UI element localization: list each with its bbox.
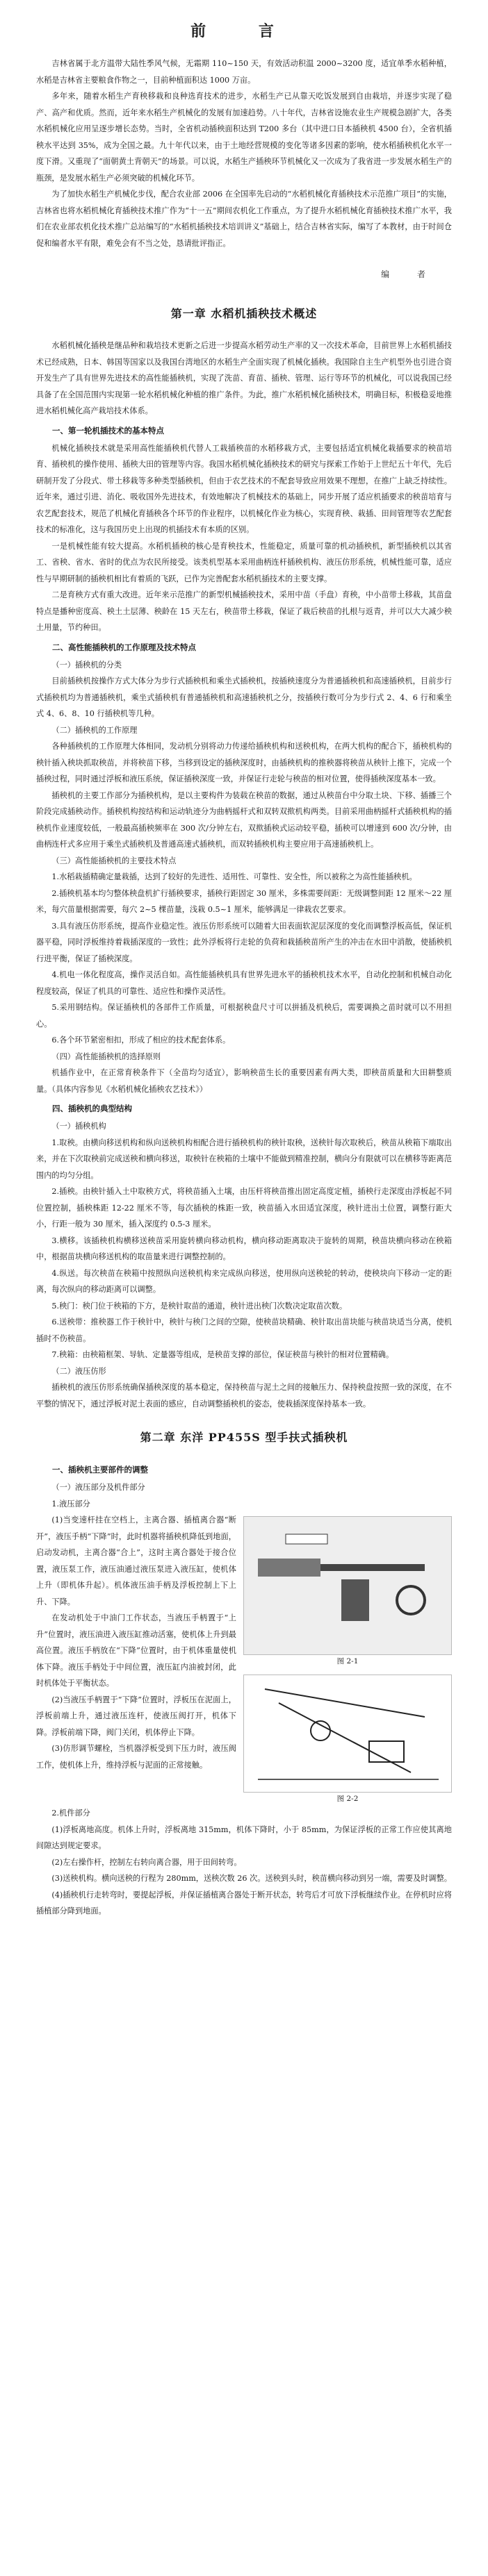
section-paragraph: 2.机件部分	[51, 1809, 90, 1818]
section-paragraph: 3.具有液压仿形系统，提高作业稳定性。液压仿形系统可以随着大田表面软泥层深度的变化而调整浮板高低，保证机器平稳，同时浮板维持着栽插深度的一致性；此外浮板将行走轮的负荷和栽插秧苗所产生的冲击在水田中消散，使插秧机行进平衡，保证了插秧深度。	[36, 921, 452, 963]
section-paragraph: 4.纵送。每次秧苗在秧箱中按照纵向送秧机构来完成纵向移送，使用纵向送秧轮的转动，使秧块向下移动一定的距离，每次纵向的移动距离可以调整。	[36, 1268, 452, 1294]
section-paragraph: (3)仿形调节螺栓，当机器浮板受到下压力时，液压阀工作，使机体上升，维持浮板与泥面的正常接触。	[36, 1744, 236, 1770]
section-paragraph: 机插作业中，在正常育秧条件下（全苗均匀适宜），影响秧苗生长的重要因素有两大类，即秧苗质量和大田耕整质量。（具体内容参见《水稻机械化插秧农艺技术》）	[36, 1068, 452, 1094]
section-paragraph: 插秧机的主要工作部分为插秧机构，是以主要构件为装载在秧苗的数据，通过从秧苗台中分取土块、下移、插播三个阶段完成插秧动作。插秧机构按结构和运动轨迹分为曲柄摇杆式和双转双揿机构两类。目前采用曲柄摇杆式插秧机构的插秧机作业速度较低，一般最高插秧频率在 300 次/分钟左右，双揿插秧式运动较平稳，插秧可以增速到 600 次/分钟，由曲柄连杆式多应用于乘坐式插秧机及普通高速式插秧机，而双转插秧机构主要应用于高速插秧机上。	[36, 790, 452, 849]
section-paragraph: 一是机械性能有较大提高。水稻机插秧的核心是育秧技术，性能稳定，质量可靠的机动插秧机，新型插秧机以其省工、省秧、省水、省时的优点为农民所接受。该类机型基本采用曲柄连杆插秧机构、液压仿形系统，机械性能可靠，适应性与早期研制的插秧机相比有着质的飞跃，已作为完善配套水稻机插技术的主要支撑。	[36, 541, 452, 583]
section-paragraph: 二是育秧方式有重大改进。近年来示范推广的新型机械插秧技术，采用中苗（手盘）育秧，中小苗带土移栽，其苗盘特点是播种密度高、秧土土层薄、秧龄在 15 天左右，秧苗带土移栽，保证了栽后秧苗的扎根与返青，并可以大大减少秧土用量，节约种田。	[36, 590, 452, 632]
preface-paragraph: 吉林省属于北方温带大陆性季风气候，无霜期 110~150 天，有效活动积温 2000~3200 度，适宜单季水稻种植，水稻是吉林省主要粮食作物之一，目前种植面积达 1000 万亩。	[36, 59, 452, 85]
section-paragraph: (1)当变速杆挂在空档上，主离合器、插植离合器“断开”，液压手柄“下降”时，此时机器将插秧机降低到地面，启动发动机，主离合器“合上”，这时主离合器处于接合位置，液压泵工作，液压油通过液压泵进入液压缸，使机体上升（即机体升起）。机体液压油手柄及浮板控制上下上升、下降。	[36, 1515, 236, 1606]
subsection-heading: （二）插秧机的工作原理	[51, 725, 138, 735]
chapter-2-title: 第二章 东洋 PP455S 型手扶式插秧机	[140, 1431, 348, 1444]
section-paragraph: 5.秧门：秧门位于秧箱的下方，是秧针取苗的通道，秧针进出秧门次数决定取苗次数。	[51, 1301, 348, 1311]
section-paragraph: 6.送秧带：推秧器工作于秧针中，秧针与秧门之间的空隙，使秧苗块精确、秧针取出苗块能与秧苗块适当分离，使机插时不伤秧苗。	[36, 1318, 452, 1343]
section-paragraph: (2)左右操作杆，控制左右转向离合器，用于田间转弯。	[51, 1857, 242, 1867]
subsection-heading: （四）高性能插秧机的选择原则	[51, 1052, 161, 1061]
section-paragraph: 在发动机处于中油门工作状态，当液压手柄置于“上升”位置时，液压油进入液压缸推动活塞，使机体上升到最高位置。液压手柄放在“下降”位置时，由于机体重量使机体下降。液压手柄处于中间位置，液压缸内油被封闭，此时机体处于平衡状态。	[36, 1613, 236, 1688]
section-paragraph: 1.水稻栽插精确定量栽插，达到了较好的先进性、适用性、可靠性、安全性，所以被称之为高性能插秧机。	[51, 872, 417, 881]
section-paragraph: (2)当液压手柄置于“下降”位置时，浮板压在泥面上，浮板前端上升，通过液压连杆，使液压阀打开，机体下降。浮板前端下降，阀门关闭，机体停止下降。	[36, 1695, 236, 1737]
subsection-heading: （一）插秧机的分类	[51, 660, 122, 670]
hydraulic-handle-diagram	[244, 1517, 451, 1654]
preface-body	[36, 56, 452, 251]
section-paragraph: 2.插秧。由秧针插入土中取秧方式，将秧苗插入土壤，由压杆将秧苗推出固定高度定植，插秧行走深度由浮板起不同位置控制，插秧株距 12-22 厘米不等，每次插秧的株距一致，秧苗插入水田适宜深度，秧针进出土位置，调整行距大小，行距一般为 30 厘米，插入深度约 0.5-3 厘米。	[36, 1187, 452, 1229]
chapter-1-intro: 水稻机械化插秧是继品种和栽培技术更新之后进一步提高水稻劳动生产率的又一次技术革命，目前世界上水稻机插技术已经成熟，日本、韩国等国家以及我国台湾地区的水稻生产全面实现了机械化插秧。我国除自主生产机型外也引进合资开发生产了具有世界先进技术的高性能插秧机，实现了洗苗、育苗、插秧、管理、运行等环节的机械化，可以说我国已经具备了在全国范围内实现第一轮水稻机械化种植的推广条件。为此，推广水稻机械化插秧技术，明确目标，积极稳妥地推进水稻机械化高产栽培技术体系。	[36, 341, 452, 415]
section-paragraph: 目前插秧机按操作方式大体分为步行式插秧机和乘坐式插秧机，按插秧速度分为普通插秧机和高速插秧机，目前步行式插秧机均为普通插秧机，乘坐式插秧机有普通插秧机和高速插秧机之分，按插秧行数可分为步行式 2、4、6 行和乘坐式 4、6、8、10 行插秧机等几种。	[36, 676, 452, 718]
section-paragraph: (4)插秧机行走转弯时，要提起浮板，并保证插植离合器处于断开状态，转弯后才可放下浮板继续作业。在停机时应将插植部分降到地面。	[36, 1890, 452, 1916]
figure-column	[243, 1512, 452, 1805]
float-plate-diagram	[244, 1675, 451, 1792]
section-paragraph: 2.插秧机基本均匀整体秧盘机扩行插秧要求，插秧行距固定 30 厘米，多株需要间距：无级调整间距 12 厘米～22 厘米，每穴苗量根据需要，每穴 2~5 棵苗量，浅栽 0.5~1 厘米，能够满足一律栽农艺要求。	[36, 888, 452, 914]
subsection-heading: （一）液压部分及机件部分	[51, 1483, 145, 1492]
section-paragraph: 4.机电一体化程度高，操作灵活自如。高性能插秧机具有世界先进水平的插秧机技术水平，自动化控制和机械自动化程度较高，保证了机具的可靠性、适应性和操作灵活性。	[36, 970, 452, 996]
figure-2-2-image	[243, 1675, 452, 1793]
section-paragraph: 3.横移。该插秧机构横移送秧苗采用旋转横向移动机构，横向移动距离取决于旋转的周期，秧苗块横向移动在秧箱中，根据苗块横向移送机构的取苗量来进行调整控制的。	[36, 1236, 452, 1261]
section-heading: 一、第一轮机插技术的基本特点	[52, 425, 164, 435]
figure-2-2-caption: 图 2-2	[336, 1795, 359, 1803]
text-with-figures	[36, 1512, 452, 1805]
section-paragraph: 机械化插秧技术就是采用高性能插秧机代替人工栽插秧苗的水稻移栽方式，主要包括适宜机械化栽插要求的秧苗培育、插秧机的操作使用、插秧大田的管理等内容。我国水稻机械化插秧技术的研究与探索工作始于上世纪五十年代，先后研制开发了分段式、带土移栽等多种类型插秧机，但由于农艺技术的不配套导致应用效果不理想，在推广上缺乏持续性。近年来，通过引进、消化、吸收国外先进技术，有效地解决了机械技术的基础上，同步开展了适应机插要求的秧苗培育与农艺配套技术，规范了机械化育插秧各个环节的作业程序，以机械化作业为核心，实现育秧、栽插、田间管理等农艺配套技术的标准化，这与我国历史上出现的机插技术有本质的区别。	[36, 443, 452, 534]
section-paragraph: 7.秧箱：由秧箱框架、导轨、定量器等组成，是秧苗支撑的部位，保证秧苗与秧针的相对位置精确。	[51, 1350, 394, 1359]
subsection-heading: （一）插秧机构	[51, 1122, 106, 1131]
section-heading: 二、高性能插秧机的工作原理及技术特点	[52, 642, 196, 652]
section-paragraph: 1.取秧。由横向移送机构和纵向送秧机构相配合进行插秧机构的秧针取秧，送秧针每次取秧后，秧苗从秧箱下端取出来，并在下次取秧前完成送秧和横向移送，取秧针在秧箱的土壤中不能做到精准控制，横向分有限就可以在横移等距离范围内的均匀分组。	[36, 1138, 452, 1180]
section-heading: 四、插秧机的典型结构	[52, 1104, 132, 1113]
section-paragraph: 5.采用钢结构。保证插秧机的各部件工作质量，可根据秧盘尺寸可以拼插及机秧后，需要调换之苗时就可以不用担心。	[36, 1003, 452, 1029]
section-paragraph: 各种插秧机的工作原理大体相同，发动机分别将动力传递给插秧机构和送秧机构，在两大机构的配合下，插秧机构的秧针插入秧块抓取秧苗，并将秧苗下移，当移到设定的插秧深度时，由插秧机构的推秧器将秧苗从秧针上推下，完成一个插秧过程，同时通过浮板和液压系统，保证插秧深度一致，并保证行走轮与秧苗的相对位置，使得插秧深度基本一致。	[36, 742, 452, 783]
section-paragraph: 6.各个环节紧密相扣，形成了相应的技术配套体系。	[51, 1036, 231, 1045]
preface-signature: 编 者	[381, 269, 438, 279]
subsection-heading: （三）高性能插秧机的主要技术特点	[51, 856, 177, 865]
figure-2-1-image	[243, 1516, 452, 1655]
chapter-1-title: 第一章 水稻机插秧技术概述	[170, 307, 318, 320]
subsection-heading: （二）液压仿形	[51, 1366, 106, 1376]
subsection-heading: 1.液压部分	[51, 1499, 90, 1509]
section-paragraph: (1)浮板离地高度。机体上升时，浮板离地 315mm，机体下降时，小于 85mm，为保证浮板的正常工作应使其离地间隙达到规定要求。	[36, 1825, 452, 1850]
section-paragraph: (3)送秧机构。横向送秧的行程为 280mm，送秧次数 26 次。送秧到头时，秧苗横向移动到另一端，需要及时调整。	[51, 1874, 452, 1883]
section-paragraph: 插秧机的液压仿形系统确保插秧深度的基本稳定，保持秧苗与泥土之间的接触压力、保持秧盘按照一致的深度，在不平整的情况下，通过浮板对泥土表面的感应，自动调整插秧机的姿态，使栽插深度保持基本一致。	[36, 1383, 452, 1409]
preface-title: 前 言	[190, 22, 298, 40]
preface-paragraph: 为了加快水稻生产机械化步伐，配合农业部 2006 在全国率先启动的“水稻机械化育插秧技术示范推广项目”的实施，吉林省也将水稻机械化育插秧技术推广作为“十一五”期间农机化工作重点，为了提升水稻机械化育插秧技术推广水平，我们在农业部农机化技术推广总站编写的“水稻机插秧技术培训讲义”基础上，结合吉林省实际，编写了本教材，由于时间仓促和编者水平有限，难免会有不当之处，恳请批评指正。	[36, 190, 452, 248]
preface-paragraph: 多年来，随着水稻生产育秧移栽和良种选育技术的进步，水稻生产已从靠天吃饭发展到自由栽培，并逐步实现了稳产、高产和优质。然而，近年来水稻生产机械化的发展有加速趋势。八十年代，吉林省设施农业生产规模急剧扩大，各类水稻机械化应用呈逐步增长态势。当时，全省机动插秧面积达到 T200 多台（其中进口日本插秧机 4500 台），全省机插秧水平达到 35%，成为全国之最。九十年代以来，由于土地经营规模的变化等诸多因素的影响，使水稻插秧机化水平一度下滑。又重现了“面朝黄土背朝天”的场景。可以说，水稻生产插秧环节机械化又一次成为了我省进一步发展水稻生产的瓶颈，是发展水稻生产必须突破的机械化环节。	[36, 92, 452, 183]
figure-2-1-caption: 图 2-1	[336, 1657, 359, 1665]
section-heading: 一、插秧机主要部件的调整	[52, 1465, 148, 1474]
text-column	[36, 1512, 236, 1805]
